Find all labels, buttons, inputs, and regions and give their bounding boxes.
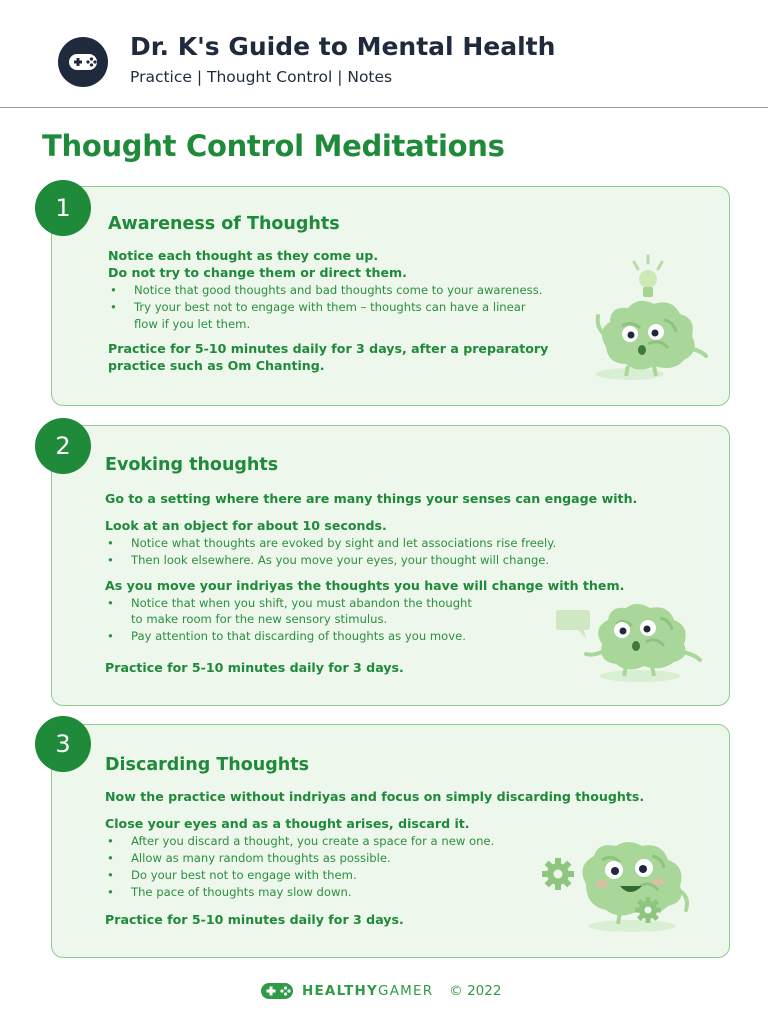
card-3-bullet-2: • Allow as many random thoughts as possible. xyxy=(131,851,391,865)
card-3-bullet-3: • Do your best not to engage with them. xyxy=(131,868,357,882)
card-3-bullet-1: • After you discard a thought, you create a space for a new one. xyxy=(131,834,494,848)
card-1-practice-1: Practice for 5-10 minutes daily for 3 days, after a preparatory xyxy=(108,341,549,356)
card-2-intro: Go to a setting where there are many things your senses can engage with. xyxy=(105,491,638,506)
card-1-intro-1: Notice each thought as they come up. xyxy=(108,248,379,263)
header-title: Dr. K's Guide to Mental Health xyxy=(130,32,556,61)
step-number-2: 2 xyxy=(35,418,91,474)
card-1-title: Awareness of Thoughts xyxy=(108,214,340,234)
card-1-intro-2: Do not try to change them or direct them. xyxy=(108,265,407,280)
brain-lightbulb-icon xyxy=(588,252,714,384)
card-1-practice-2: practice such as Om Chanting. xyxy=(108,358,325,373)
card-3-intro: Now the practice without indriyas and focus on simply discarding thoughts. xyxy=(105,789,645,804)
step-number-1: 1 xyxy=(35,180,91,236)
card-2-sub1-heading: Look at an object for about 10 seconds. xyxy=(105,518,387,533)
card-2-sub2-bullet-2: • Pay attention to that discarding of thoughts as you move. xyxy=(131,629,466,643)
footer-brand xyxy=(260,980,501,1002)
card-1-bullet-1: • Notice that good thoughts and bad thoughts come to your awareness. xyxy=(134,283,542,297)
page-header xyxy=(0,0,768,108)
card-1-bullet-2-cont: flow if you let them. xyxy=(134,317,251,331)
gamepad-icon xyxy=(68,52,98,72)
brain-gears-icon xyxy=(540,840,700,936)
card-2-sub2-bullet-1-cont: to make room for the new sensory stimulus. xyxy=(131,612,388,626)
brain-speech-bubble-icon xyxy=(552,600,708,686)
step-number-3: 3 xyxy=(35,716,91,772)
card-1-bullet-2: • Try your best not to engage with them – thoughts can have a linear xyxy=(134,300,526,314)
card-3-sub-heading: Close your eyes and as a thought arises, discard it. xyxy=(105,816,470,831)
footer-copyright: © 2022 xyxy=(449,983,502,999)
card-2-practice: Practice for 5-10 minutes daily for 3 days. xyxy=(105,660,404,675)
gamepad-icon xyxy=(260,981,294,1001)
card-2-sub1-bullet-2: • Then look elsewhere. As you move your eyes, your thought will change. xyxy=(131,553,549,567)
page-title: Thought Control Meditations xyxy=(42,129,505,163)
footer-brand-name: HEALTHYGAMER xyxy=(302,983,434,999)
header-breadcrumb: Practice | Thought Control | Notes xyxy=(130,68,393,86)
card-3-bullet-4: • The pace of thoughts may slow down. xyxy=(131,885,352,899)
card-3-title: Discarding Thoughts xyxy=(105,755,310,775)
card-2-sub2-bullet-1: • Notice that when you shift, you must abandon the thought xyxy=(131,596,472,610)
card-2-sub1-bullet-1: • Notice what thoughts are evoked by sight and let associations rise freely. xyxy=(131,536,556,550)
header-logo xyxy=(58,37,108,87)
card-2-sub2-heading: As you move your indriyas the thoughts you have will change with them. xyxy=(105,578,625,593)
card-3-practice: Practice for 5-10 minutes daily for 3 days. xyxy=(105,912,404,927)
card-2-title: Evoking thoughts xyxy=(105,455,279,475)
